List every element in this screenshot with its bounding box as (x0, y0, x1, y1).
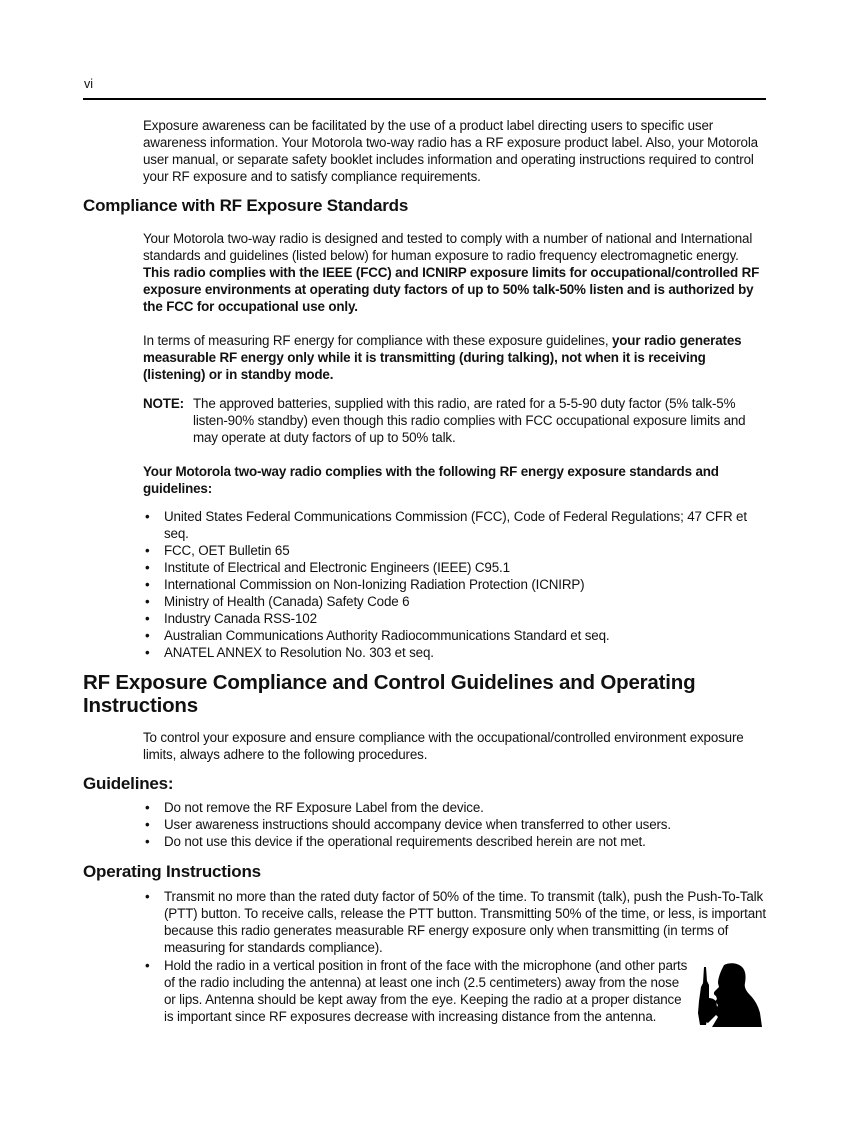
list-item: • United States Federal Communications Commission (FCC), Code of Federal Regulations; 47 CFR et seq. (145, 509, 747, 541)
note-text: The approved batteries, supplied with this radio, are rated for a 5-5-90 duty factor (5% talk-5% listen-90% standby) even though this radio complies with FCC occupational exposure limits and may operate at duty factors of up to 50% talk. (193, 396, 746, 445)
bullet-icon: • (145, 800, 150, 815)
header-rule (83, 98, 766, 100)
compliance-paragraph-2 (143, 332, 768, 383)
intro-paragraph: Exposure awareness can be facilitated by the use of a product label directing users to specific user awareness information. Your Motorola two-way radio has a RF exposure product label. Also, your Motorola user manual, or separate safety booklet includes information and operating instructions required to control your RF exposure and to satisfy compliance requirements. (143, 118, 758, 184)
list-item: • Ministry of Health (Canada) Safety Code 6 (145, 594, 410, 609)
list-item: • Institute of Electrical and Electronic Engineers (IEEE) C95.1 (145, 560, 510, 575)
bullet-icon: • (145, 628, 150, 643)
operating-instructions-heading: Operating Instructions (83, 862, 261, 881)
bullet-icon: • (145, 560, 150, 575)
list-item: • International Commission on Non-Ionizing Radiation Protection (ICNIRP) (145, 577, 585, 592)
bullet-icon: • (145, 889, 150, 904)
operating-list-1 (143, 888, 768, 956)
section-heading-control: RF Exposure Compliance and Control Guidelines and Operating Instructions (83, 671, 696, 717)
list-item: • Australian Communications Authority Radiocommunications Standard et seq. (145, 628, 610, 643)
note-block (143, 395, 768, 446)
person-holding-radio-silhouette-icon (696, 961, 764, 1029)
guidelines-heading: Guidelines: (83, 774, 174, 793)
bullet-icon: • (145, 645, 150, 660)
bullet-icon: • (145, 817, 150, 832)
bullet-icon: • (145, 594, 150, 609)
standards-list (143, 508, 768, 661)
list-item: • Hold the radio in a vertical position in front of the face with the microphone (and other parts of the radio including the antenna) at least one inch (2.5 centimeters) away from the nose or lips. Antenna should be kept away from the eye. Keeping the radio at a proper distance is important since RF exposures decrease with increasing distance from the antenna. (145, 958, 688, 1024)
list-item: • FCC, OET Bulletin 65 (145, 543, 290, 558)
list-item: • User awareness instructions should accompany device when transferred to other users. (145, 817, 671, 832)
bullet-icon: • (145, 611, 150, 626)
list-item: • Do not remove the RF Exposure Label from the device. (145, 800, 484, 815)
compliance-paragraph-2-bold: your radio generates measurable RF energy only while it is transmitting (during talking), not when it is receiving (listening) or in standby mode. (143, 333, 742, 382)
bullet-icon: • (145, 577, 150, 592)
bullet-icon: • (145, 958, 150, 973)
operating-list-2 (143, 957, 688, 1025)
bullet-icon: • (145, 834, 150, 849)
list-item: • Do not use this device if the operational requirements described herein are not met. (145, 834, 646, 849)
guidelines-list (143, 799, 768, 850)
compliance-paragraph-2-normal: In terms of measuring RF energy for compliance with these exposure guidelines, (143, 333, 612, 348)
bullet-icon: • (145, 543, 150, 558)
compliance-paragraph-1 (143, 230, 768, 315)
control-intro-paragraph: To control your exposure and ensure compliance with the occupational/controlled environment exposure limits, always adhere to the following procedures. (143, 730, 744, 762)
page-number: vi (84, 77, 94, 91)
list-item: • Transmit no more than the rated duty factor of 50% of the time. To transmit (talk), push the Push-To-Talk (PTT) button. To receive calls, release the PTT button. Transmitting 50% of the time, or less, is important because this radio generates measurable RF energy exposure only when transmitting (in terms of measuring for standards compliance). (145, 889, 766, 955)
note-label: NOTE: (143, 396, 184, 411)
compliance-paragraph-1-bold: This radio complies with the IEEE (FCC) and ICNIRP exposure limits for occupational/controlled RF exposure environments at operating duty factors of up to 50% talk-50% listen and is authorized by the FCC for occupational use only. (143, 265, 760, 314)
compliance-paragraph-1-normal: Your Motorola two-way radio is designed and tested to comply with a number of national and International standards and guidelines (listed below) for human exposure to radio frequency electromagnetic energy. (143, 231, 753, 263)
bullet-icon: • (145, 509, 150, 524)
list-item: • ANATEL ANNEX to Resolution No. 303 et seq. (145, 645, 434, 660)
list-item: • Industry Canada RSS-102 (145, 611, 317, 626)
standards-intro: Your Motorola two-way radio complies with the following RF energy exposure standards and guidelines: (143, 464, 719, 496)
section-heading-compliance: Compliance with RF Exposure Standards (83, 196, 409, 215)
